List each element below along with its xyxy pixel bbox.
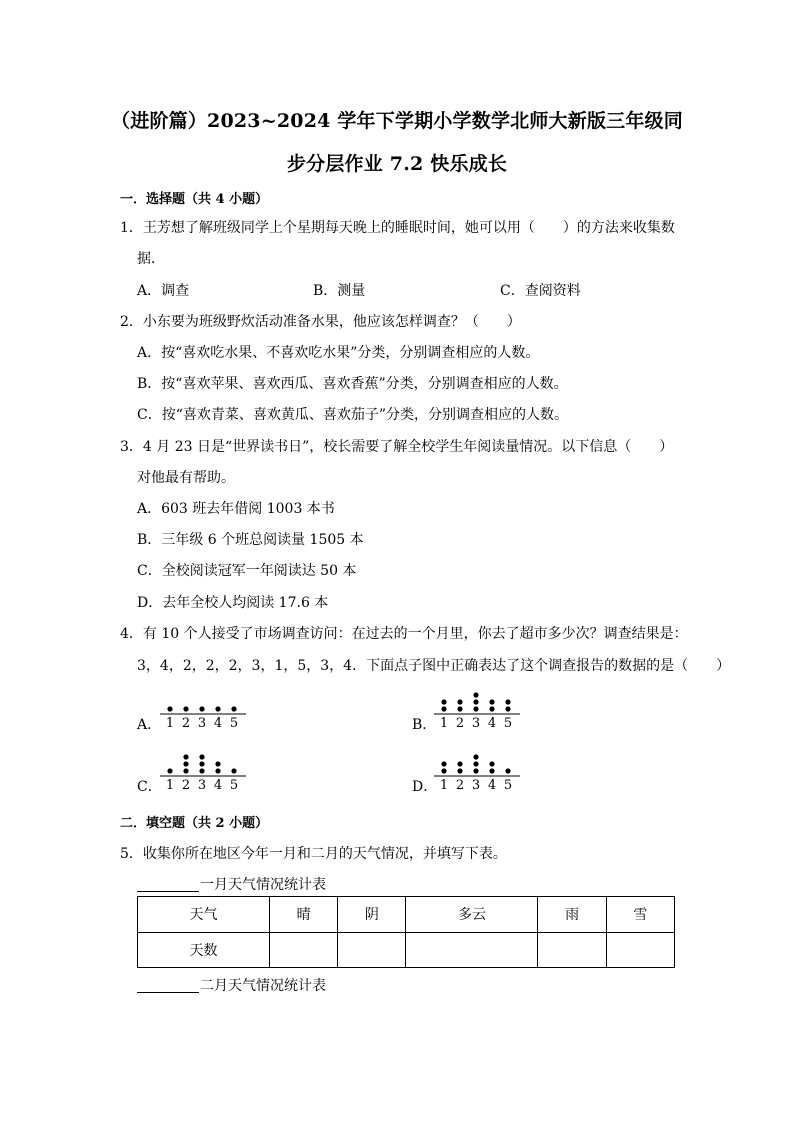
table-header-cell: 多云 — [406, 897, 538, 933]
question-3-option-a: A．603 班去年借阅 1003 本书 — [137, 501, 335, 517]
dotplot-a — [158, 684, 248, 734]
question-2-option-a: A．按“喜欢吃水果、不喜欢吃水果”分类，分别调查相应的人数。 — [137, 345, 540, 361]
question-1-option-b: B．测量 — [313, 283, 366, 299]
question-1-option-a: A．调查 — [137, 283, 190, 299]
dotplot-dot — [505, 768, 510, 773]
dotplot-c — [158, 746, 248, 796]
table-answer-cell[interactable] — [406, 932, 538, 968]
dotplot-tick-label: 5 — [503, 716, 513, 731]
question-3-option-c: C．全校阅读冠军一年阅读达 50 本 — [137, 563, 357, 579]
dotplot-dot — [505, 706, 510, 711]
dotplot-tick-label: 1 — [165, 778, 175, 793]
dotplot-dot — [183, 768, 188, 773]
dotplot-tick-label: 3 — [471, 778, 481, 793]
table-header-cell: 阴 — [338, 897, 406, 933]
dotplot-dot — [167, 706, 172, 711]
dotplot-dot — [167, 768, 172, 773]
dotplot-dot — [183, 761, 188, 766]
table-answer-cell[interactable] — [606, 932, 674, 968]
region-blank-1[interactable] — [137, 877, 199, 892]
dotplot-d-label: D． — [412, 779, 438, 795]
dotplot-tick-label: 3 — [471, 716, 481, 731]
dotplot-a-label: A． — [137, 717, 162, 733]
question-3-option-d: D．去年全校人均阅读 17.6 本 — [137, 595, 329, 611]
dotplot-tick-label: 4 — [213, 778, 223, 793]
question-1-text-cont: 据． — [137, 251, 165, 267]
dotplot-dot — [199, 761, 204, 766]
dotplot-dot — [215, 768, 220, 773]
dotplot-dot — [441, 761, 446, 766]
dotplot-tick-label: 4 — [487, 778, 497, 793]
region-blank-2[interactable] — [137, 978, 199, 993]
question-2-option-c: C．按“喜欢青菜、喜欢黄瓜、喜欢茄子”分类，分别调查相应的人数。 — [137, 407, 569, 423]
table2-caption — [137, 975, 326, 995]
question-3-text-cont: 对他最有帮助。 — [137, 470, 235, 486]
table-answer-cell[interactable] — [269, 932, 337, 968]
question-4-text-cont: 3，4，2，2，2，3，1，5，3，4．下面点子图中正确表达了这个调查报告的数据的是（ ） — [137, 658, 731, 674]
dotplot-dot — [231, 768, 236, 773]
question-2-text: 2．小东要为班级野炊活动准备水果，他应该怎样调查？（ ） — [120, 314, 521, 330]
question-3-option-b: B．三年级 6 个班总阅读量 1505 本 — [137, 532, 364, 548]
dotplot-dot — [199, 706, 204, 711]
dotplot-tick-label: 5 — [229, 716, 239, 731]
dotplot-dot — [199, 754, 204, 759]
table-header-cell: 雨 — [538, 897, 606, 933]
dotplot-dot — [457, 768, 462, 773]
dotplot-dot — [489, 761, 494, 766]
table-header-cell: 天气 — [138, 897, 270, 933]
question-2-option-b: B．按“喜欢苹果、喜欢西瓜、喜欢香蕉”分类，分别调查相应的人数。 — [137, 376, 568, 392]
dotplot-dot — [473, 768, 478, 773]
dotplot-dot — [473, 761, 478, 766]
dotplot-tick-label: 4 — [213, 716, 223, 731]
table-answer-cell[interactable] — [338, 932, 406, 968]
question-4-text: 4．有 10 个人接受了市场调查访问：在过去的一个月里，你去了超市多少次？调查结果是： — [120, 626, 688, 642]
worksheet-title-line-2: 步分层作业 7.2 快乐成长 — [286, 153, 508, 175]
dotplot-tick-label: 4 — [487, 716, 497, 731]
dotplot-dot — [215, 706, 220, 711]
table2-caption-text: 二月天气情况统计表 — [200, 978, 326, 994]
dotplot-d — [432, 746, 527, 796]
dotplot-tick-label: 1 — [439, 716, 449, 731]
dotplot-dot — [489, 706, 494, 711]
weather-table-january — [137, 896, 675, 968]
dotplot-dot — [505, 699, 510, 704]
question-1-text: 1．王芳想了解班级同学上个星期每天晚上的睡眠时间，她可以用（ ）的方法来收集数 — [120, 220, 675, 236]
dotplot-tick-label: 2 — [181, 778, 191, 793]
dotplot-dot — [489, 768, 494, 773]
table-row — [138, 897, 675, 933]
dotplot-tick-label: 1 — [165, 716, 175, 731]
dotplot-dot — [441, 706, 446, 711]
dotplot-tick-label: 2 — [455, 778, 465, 793]
table-row-label: 天数 — [138, 932, 270, 968]
dotplot-tick-label: 2 — [181, 716, 191, 731]
dotplot-dot — [441, 768, 446, 773]
table-row — [138, 932, 675, 968]
worksheet-title-line-1: （进阶篇）2023~2024 学年下学期小学数学北师大新版三年级同 — [111, 110, 683, 132]
table-header-cell: 晴 — [269, 897, 337, 933]
dotplot-dot — [183, 754, 188, 759]
question-3-text: 3．4 月 23 日是“世界读书日”，校长需要了解全校学生年阅读量情况。以下信息（ ） — [120, 439, 674, 455]
dotplot-dot — [489, 699, 494, 704]
question-5-text: 5．收集你所在地区今年一月和二月的天气情况，并填写下表。 — [120, 846, 507, 862]
dotplot-dot — [473, 692, 478, 697]
dotplot-tick-label: 1 — [439, 778, 449, 793]
table1-caption — [137, 874, 326, 894]
dotplot-dot — [183, 706, 188, 711]
dotplot-dot — [441, 699, 446, 704]
dotplot-dot — [473, 706, 478, 711]
dotplot-dot — [457, 761, 462, 766]
dotplot-dot — [231, 706, 236, 711]
table-answer-cell[interactable] — [538, 932, 606, 968]
section-heading-fill: 二．填空题（共 2 小题） — [120, 816, 269, 831]
dotplot-tick-label: 5 — [229, 778, 239, 793]
dotplot-b — [432, 684, 527, 734]
dotplot-c-label: C． — [137, 779, 162, 795]
dotplot-dot — [473, 754, 478, 759]
dotplot-tick-label: 3 — [197, 716, 207, 731]
table-header-cell: 雪 — [606, 897, 674, 933]
dotplot-dot — [473, 699, 478, 704]
question-1-option-c: C．查阅资料 — [500, 283, 581, 299]
dotplot-tick-label: 5 — [503, 778, 513, 793]
dotplot-tick-label: 3 — [197, 778, 207, 793]
section-heading-choice: 一．选择题（共 4 小题） — [120, 192, 269, 207]
dotplot-dot — [457, 706, 462, 711]
dotplot-dot — [457, 699, 462, 704]
dotplot-b-label: B． — [412, 717, 437, 733]
dotplot-tick-label: 2 — [455, 716, 465, 731]
table1-caption-text: 一月天气情况统计表 — [200, 877, 326, 893]
dotplot-dot — [215, 761, 220, 766]
dotplot-dot — [199, 768, 204, 773]
